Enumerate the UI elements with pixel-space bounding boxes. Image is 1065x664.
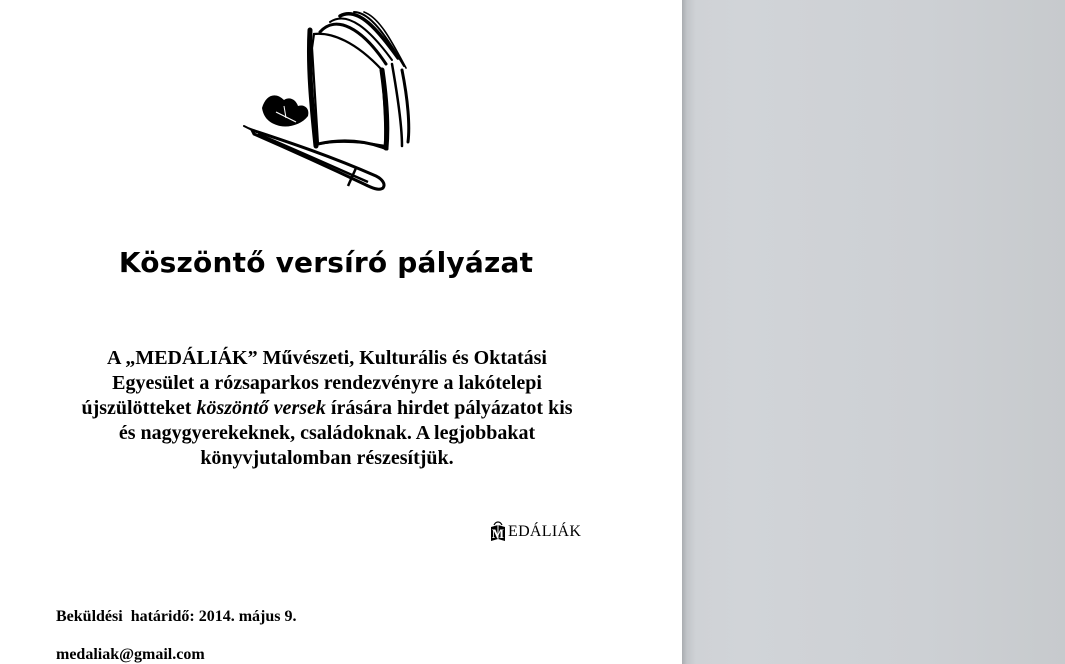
body-line: és nagygyerekeknek, családoknak. A legjobbakat xyxy=(118,422,536,444)
body-line-emphasis: köszöntő versek xyxy=(196,397,326,419)
body-line-end: írására hirdet pályázatot kis xyxy=(325,397,573,419)
brand-book-icon xyxy=(489,521,507,543)
workspace-background xyxy=(682,0,1065,664)
body-line: A „MEDÁLIÁK” Művészeti, Kulturális és Oktatási xyxy=(107,347,547,369)
brand-initial: M xyxy=(491,526,505,541)
contact-email[interactable]: medaliak@gmail.com xyxy=(56,646,205,663)
page-title: Köszöntő versíró pályázat xyxy=(118,246,534,279)
body-line xyxy=(52,396,602,421)
body-line: könyvjutalomban részesítjük. xyxy=(200,447,454,469)
book-and-quill-icon xyxy=(236,8,416,198)
body-line-start: újszülötteket xyxy=(81,397,197,419)
body-line: Egyesület a rózsaparkos rendezvényre a lakótelepi xyxy=(112,372,542,394)
brand-logo xyxy=(489,520,581,544)
deadline-text: Beküldési határidő: 2014. május 9. xyxy=(56,608,297,625)
announcement-text xyxy=(52,346,602,471)
brand-name: EDÁLIÁK xyxy=(508,523,582,540)
